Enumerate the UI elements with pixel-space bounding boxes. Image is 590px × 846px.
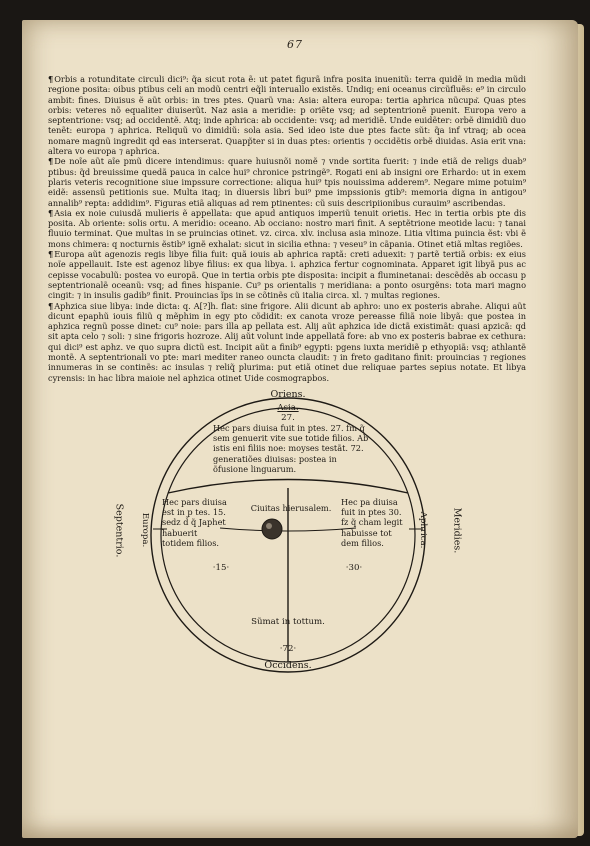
pilcrow-icon: ¶ xyxy=(48,207,54,218)
map-label-meridies: Meridies. xyxy=(451,507,463,554)
map-bottom-number: ·72· xyxy=(279,644,297,654)
body-text xyxy=(48,74,526,383)
paragraph-asia: ¶Asia ex noie cuiusdã mulieris ẽ appellata: que apud antiquos imperiũ tenuit orietis. Hec in tertia orbis pte dis posita. Ab oriente: solis ortu. A meridio: oceano. Ab occiano: nostro mari finit. A septẽtrione meotide lacu: ⁊ tanai fluuio terminat. Que multas in se pruincias otinet. vz. circa. xlv. inclusa asia minoze. Litia vltima puincia ẽst: vbi ẽ mons chimera: q nocturnis ẽstib⁹ ignẽ exhalat: sicut in sicilia ethna: ⁊ veseu⁹ in cãpania. Otinet etiã mltas regiões. xyxy=(48,207,526,249)
map-sum-label: Sũmat in tottum. xyxy=(251,617,325,627)
map-label-oriens: Oriens. xyxy=(270,389,306,400)
page-number: 67 xyxy=(287,38,303,51)
pilcrow-icon: ¶ xyxy=(48,249,54,260)
map-label-aphrica: Aphrica. xyxy=(418,511,428,549)
map-aphrica-text: Hec pa diuisa fuit in ptes 30. fz q̃ cham legit habuisse tot dem filios. xyxy=(341,497,403,548)
map-label-asia: Asia. xyxy=(277,403,299,413)
paragraph-orbis: ¶Orbis a rotunditate circuli dici⁹: q̃a sicut rota ẽ: ut patet figurã infra posita inuenitũ: terra quidẽ in media mũdi regione posita: oibus ptibus celi an modũ centri eq̃li interuallo existẽs. Undiq; eni oceanus circũfluẽs: e⁹ in circulo ambit: fines. Diuisus ẽ aũt orbis: in tres ptes. Quarũ vna: Asia: altera europa: tertia aphrica nũcupa͂. Quas ptes orbis: veteres nõ equaliter diuiserũt. Naz asia a meridie: p oriẽte vsq; ad septentrionẽ puenit. Europa vero a septentrione: vsq; ad occidentẽ. Atq; inde aphrica: ab occidente: vsq; ad meridiẽ. Unde euidẽter: orbẽ dimidiũ duo tenẽt: europa ⁊ aphrica. Reliquũ vo dimidiũ: sola asia. Sed ideo iste due ptes facte sũt: q̃a inf vtraq; ab ocea nomare magnũ ingredit qd eas interserat. Quapp̃ter si in duas ptes: orientis ⁊ occidẽtis orbẽ diuidas. Asia erit vna: altera vo europa ⁊ aphrica. xyxy=(48,74,526,157)
pilcrow-icon: ¶ xyxy=(48,156,54,167)
paragraph-europa: ¶Europa aũt agenozis regis libye filia fuit: quã iouis ab aphrica raptã: creti aduexit: ⁊ partẽ tertiã orbis: ex eius noĩe appellauit. Iste est agenoz libye filius: ex qua libya. i. aphzica fertur cognominata. Apparet igit libyã pus ac cepisse vocabulũ: postea vo europã. Que in tertia orbis pte disposita: incipit a fluminetanai: descẽdẽs ab occasu p septentrionalẽ oceanũ: vsq; ad fines hispanie. Cu⁹ ps orientalis ⁊ meridiana: a ponto osurgẽns: tota mari magno cingit: ⁊ in insulis gadib⁹ finit. Prouincias ĩps in se cõtinẽs cũ italia circa. xl. ⁊ multas regiones. xyxy=(48,249,526,301)
map-asia-number: 27. xyxy=(281,413,295,423)
paragraph-nomine: ¶De noĩe aũt aĩe pmũ dicere intendimus: quare huiusnõi nomẽ ⁊ vnde sortita fuerit: ⁊ inde etiã de religs duab⁹ ptibus: q̃d breuissime quedã pauca in calce hui⁹ chronice pstringẽ⁹. Rogati eni ab insigni ore Erhardo: ut in exem plaris veteris recognitione siue impssure correctione: aliqua hui⁹ tpis nouissima adderem⁹. Negare mime potuim⁹ eidẽ: assensũ petitionis sue. Multa itaq; in diuersis libri bui⁹ pme impssionis gtib⁹: memoria digna in antigou⁹ annalib⁹ repta: addidim⁹. Figuras etiã aliquas ad rem ptinentes: cũ suis descripiionibus curauim⁹ ascribendas. xyxy=(48,156,526,208)
orb-highlight xyxy=(266,523,272,529)
jerusalem-orb-icon xyxy=(262,519,282,539)
t-o-world-map xyxy=(113,388,463,676)
map-label-europa: Europa. xyxy=(140,512,150,548)
map-right-number: ·30· xyxy=(345,563,363,573)
paragraph-aphrica: ¶Aphzica siue libya: inde dicta: q. A[?]h. flat: sine frigore. Alii dicunt ab aphro: uno ex posteris abrahe. Aliqui aũt dicunt epaphũ iouis filiũ q mẽphim in egy pto cõdidit: ex canota vroze pereasse filiã noie libyã: que postea in aphzica regnũ posse dinet: cu⁹ noie: pars illa ap pellata est. Alij aũt aphzica ide dictã existimãt: quasi apzicã: qd sit apta celo ⁊ soli: ⁊ sine frigoris hozroze. Alij aũt volunt inde appellatã fore: ab vno ex posteris babrae ex cethura: qui dici⁹ est aphz. ve quo supra dictũ est. Incipit aũt a finib⁹ egypti: pgens iuxta meridiẽ p ethyopiã: vsq; athlantẽ montẽ. A septentrionali vo pte: mari mediter raneo ouncta claudit: ⁊ in freto gaditano finit: prouincias ⁊ regiones innumeras in se continẽs: ac insulas ⁊ reliq̃ plurima: put etiã otinet due reliquae partes sepius notate. Et libya cyrensis: in hac libra maioie nel aphzica otinet Uide cosmograpbos. xyxy=(48,300,526,383)
map-left-number: ·15· xyxy=(212,563,230,573)
pilcrow-icon: ¶ xyxy=(48,74,54,84)
map-europa-text: Hec pars diuisa est in p tes. 15. sedz d̃ q̃ Japhet habuerit totidem filios. xyxy=(162,497,227,548)
map-label-occidens: Occidens. xyxy=(264,660,312,671)
map-jerusalem-label: Ciuitas hierusalem. xyxy=(250,503,332,513)
map-label-septentrio: Septentrio. xyxy=(113,503,125,558)
map-asia-text: Hec pars diuisa fuit in ptes. 27. fm q̃ sem genuerit vite sue totide filios. Ab istis eni filiis noe: moyses testãt. 72. generatiões diuisas: postea in õfusione linguarum. xyxy=(213,423,369,474)
pilcrow-icon: ¶ xyxy=(48,300,54,311)
